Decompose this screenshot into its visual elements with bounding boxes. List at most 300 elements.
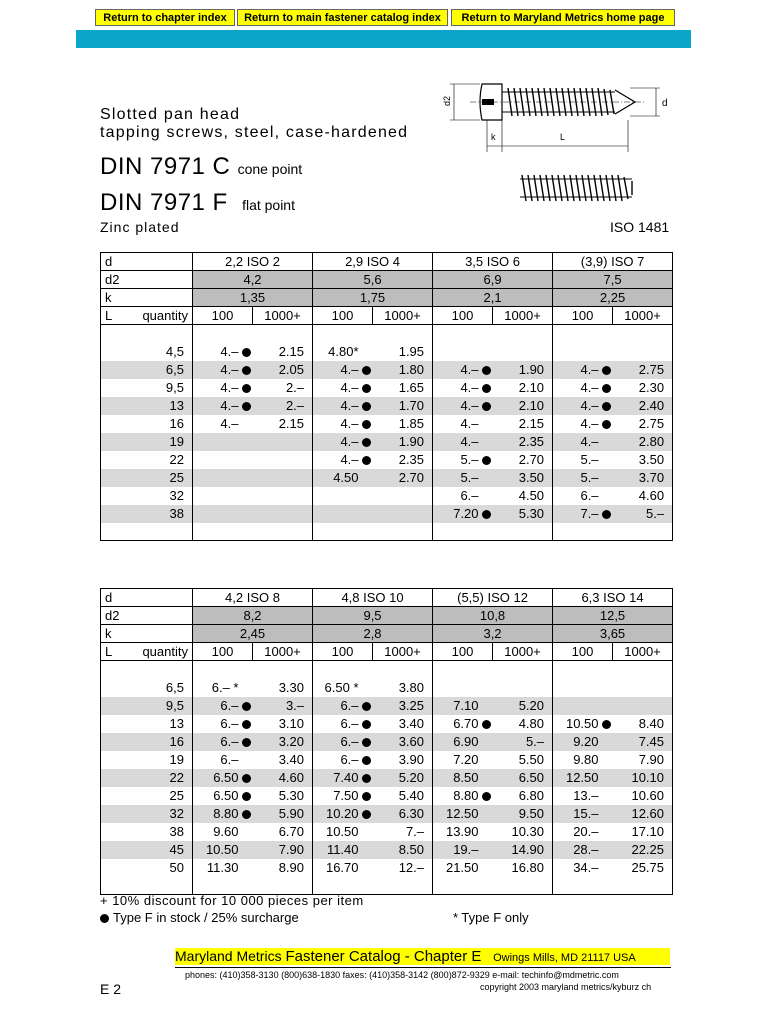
footer-copyright: copyright 2003 maryland metrics/kyburz ch <box>480 982 652 992</box>
price-1000-cell: 12.– <box>398 860 425 875</box>
price-1000-cell: 8.90 <box>278 860 305 875</box>
price-100-value: 4.– <box>220 362 239 377</box>
price-100-cell <box>193 823 253 841</box>
price-1000-cell <box>253 433 313 451</box>
price-1000-cell <box>253 505 313 523</box>
price-1000-cell: 2.– <box>285 380 305 395</box>
price-100-value: 13.90 <box>445 824 479 839</box>
price-1000-cell <box>253 487 313 505</box>
stock-dot-icon <box>242 384 251 393</box>
stock-dot-icon <box>482 720 491 729</box>
spacer-cell <box>313 325 373 343</box>
price-100-value: 4.– <box>460 434 479 449</box>
stock-dot-icon <box>242 366 251 375</box>
qty-100-cell: 100 <box>193 643 253 661</box>
qty-100-cell: 100 <box>553 643 613 661</box>
price-100-cell <box>193 505 253 523</box>
qty-1000-cell: 1000+ <box>373 307 433 325</box>
finish-label: Zinc plated <box>100 219 180 235</box>
length-cell: 6,5 <box>101 679 193 697</box>
price-100-value: 6.50 <box>213 788 239 803</box>
price-100-value: 11.40 <box>326 842 359 857</box>
footer-banner <box>175 948 670 965</box>
spacer-cell <box>101 877 193 895</box>
din-7971-c-heading <box>100 153 302 181</box>
header-label-quantity <box>101 307 193 325</box>
price-100-cell <box>433 823 493 841</box>
price-100-cell <box>313 859 373 877</box>
qty-100-cell: 100 <box>193 307 253 325</box>
price-100-value: 21.50 <box>445 860 479 875</box>
stock-dot-icon <box>362 702 371 711</box>
d2-dimension-label: d2 <box>442 95 452 106</box>
price-1000-cell: 6.50 <box>493 769 553 787</box>
price-100-cell <box>553 841 613 859</box>
price-100-cell <box>553 343 613 361</box>
table-row <box>101 487 673 505</box>
spacer-cell <box>373 325 433 343</box>
price-1000-cell: 5.20 <box>493 697 553 715</box>
k-cell: 3,65 <box>553 625 673 643</box>
table-2-body <box>101 589 673 895</box>
spacer-cell <box>101 325 193 343</box>
stock-dot-icon <box>482 366 491 375</box>
price-1000-cell: 1.80 <box>373 361 433 379</box>
return-main-catalog-link[interactable] <box>237 9 448 26</box>
price-100-cell <box>313 505 373 523</box>
price-100-value: 12.50 <box>565 770 599 785</box>
price-100-value: 4.– <box>220 344 239 359</box>
price-100-cell <box>433 469 493 487</box>
stock-dot-icon <box>362 792 371 801</box>
price-1000-cell: 3.40 <box>278 752 305 767</box>
price-100-cell <box>433 433 493 451</box>
return-chapter-index-label: Return to chapter index <box>103 12 227 24</box>
price-100-value: 4.– <box>580 362 599 377</box>
price-100-value: 4.– <box>580 380 599 395</box>
price-1000-cell: 2.– <box>253 397 313 415</box>
price-100-value: 7.20 <box>453 752 479 767</box>
stock-dot-icon <box>482 402 491 411</box>
price-100-value: 9.60 <box>213 824 239 839</box>
length-cell: 25 <box>101 787 193 805</box>
price-100-cell <box>313 787 373 805</box>
price-1000-cell: 2.15 <box>518 416 545 431</box>
spacer-cell <box>553 661 613 679</box>
d2-cell: 8,2 <box>193 607 313 625</box>
price-1000-cell: 3.30 <box>278 680 305 695</box>
price-100-cell <box>553 415 613 433</box>
table-row <box>101 415 673 433</box>
spacer-cell <box>553 325 613 343</box>
price-100-value: 4.– <box>340 434 359 449</box>
price-1000-cell: 4.60 <box>613 487 673 505</box>
din-c-sub: cone point <box>237 161 303 177</box>
price-100-value: 16.70 <box>325 860 359 875</box>
price-1000-cell: 4.50 <box>518 488 545 503</box>
qty-1000-cell: 1000+ <box>253 307 313 325</box>
page-number: E 2 <box>100 981 122 997</box>
length-cell: 19 <box>101 751 193 769</box>
price-100-value: 4.– <box>460 380 479 395</box>
header-row-d2 <box>101 271 673 289</box>
qty-100-cell: 100 <box>553 307 613 325</box>
price-100-cell <box>193 433 253 451</box>
price-100-value: 7.10 <box>453 698 479 713</box>
length-cell: 38 <box>101 823 193 841</box>
price-1000-cell: 2.15 <box>278 416 305 431</box>
price-1000-cell: 1.70 <box>373 397 433 415</box>
price-1000-cell <box>613 697 673 715</box>
spacer-cell <box>613 523 673 541</box>
price-1000-cell: 22.25 <box>613 841 673 859</box>
length-cell: 13 <box>101 397 193 415</box>
size-cell: (5,5) ISO 12 <box>433 589 553 607</box>
length-cell: 38 <box>101 505 193 523</box>
price-100-value: 6.– <box>220 716 239 731</box>
spacer-cell <box>253 325 313 343</box>
table-row <box>101 751 673 769</box>
price-1000-cell: 1.90 <box>373 433 433 451</box>
price-table-2 <box>100 588 673 895</box>
table-row <box>101 397 673 415</box>
qty-100-cell: 100 <box>433 307 493 325</box>
return-home-page-label: Return to Maryland Metrics home page <box>461 12 665 24</box>
size-cell: 4,8 ISO 10 <box>313 589 433 607</box>
size-cell: (3,9) ISO 7 <box>553 253 673 271</box>
table-row <box>101 433 673 451</box>
price-100-value: 10.50 <box>565 716 599 731</box>
price-1000-cell: 5.30 <box>278 788 305 803</box>
stock-dot-icon <box>362 756 371 765</box>
stock-dot-icon <box>362 384 371 393</box>
price-100-value: 6.– <box>220 698 239 713</box>
header-label-d2: d2 <box>101 607 193 625</box>
spacer-cell <box>193 877 253 895</box>
price-100-value: 4.– <box>340 452 359 467</box>
table-row <box>101 361 673 379</box>
spacer-cell <box>373 661 433 679</box>
spacer-cell <box>313 661 373 679</box>
stock-dot-icon <box>242 738 251 747</box>
price-100-value: 4.– <box>460 416 479 431</box>
d2-cell: 4,2 <box>193 271 313 289</box>
price-100-value: 8.80 <box>453 788 479 803</box>
stock-dot-icon <box>362 366 371 375</box>
price-100-cell <box>193 379 253 397</box>
header-row-quantity <box>101 307 673 325</box>
price-100-cell <box>193 397 253 415</box>
price-100-value: 4.50 <box>333 470 359 485</box>
price-1000-cell: 3.25 <box>373 697 433 715</box>
price-100-value: 7.20 <box>453 506 479 521</box>
price-1000-cell: 5.– <box>613 505 673 523</box>
footer-company: Maryland Metrics <box>175 948 282 964</box>
price-1000-cell: 7.45 <box>613 733 673 751</box>
k-cell: 2,45 <box>193 625 313 643</box>
price-100-cell <box>313 397 373 415</box>
spacer-cell <box>433 661 493 679</box>
spacer-cell <box>313 523 373 541</box>
type-f-only-note: * Type F only <box>453 910 529 925</box>
stock-dot-icon <box>362 420 371 429</box>
price-100-cell <box>193 469 253 487</box>
k-cell: 2,25 <box>553 289 673 307</box>
price-100-value: 6.– <box>340 752 359 767</box>
price-1000-cell: 5.– <box>493 733 553 751</box>
price-100-cell <box>313 343 373 361</box>
price-100-cell <box>313 679 373 697</box>
price-100-value: 6.– <box>580 488 599 503</box>
price-100-cell <box>193 487 253 505</box>
price-100-value: 4.– <box>340 416 359 431</box>
table-row <box>101 679 673 697</box>
price-100-cell <box>553 679 613 697</box>
d-dimension-label: d <box>662 98 668 109</box>
spacer-cell <box>433 877 493 895</box>
table-row <box>101 505 673 523</box>
spacer-cell <box>553 877 613 895</box>
price-100-value: 6.– <box>340 716 359 731</box>
price-100-value: 10.20 <box>325 806 359 821</box>
price-100-value: 13.– <box>573 788 599 803</box>
price-100-cell <box>193 733 253 751</box>
price-100-cell <box>313 487 373 505</box>
size-cell: 2,9 ISO 4 <box>313 253 433 271</box>
price-100-cell <box>433 379 493 397</box>
price-100-cell <box>433 715 493 733</box>
price-100-cell <box>553 397 613 415</box>
price-1000-cell: 3.10 <box>278 716 305 731</box>
d2-cell: 6,9 <box>433 271 553 289</box>
price-1000-cell: 2.10 <box>518 380 545 395</box>
price-100-cell <box>193 451 253 469</box>
price-1000-cell: 2.35 <box>398 452 425 467</box>
price-1000-cell: 3.50 <box>493 469 553 487</box>
k-cell: 3,2 <box>433 625 553 643</box>
price-1000-cell <box>253 451 313 469</box>
stock-dot-icon <box>242 402 251 411</box>
stock-dot-icon <box>602 384 611 393</box>
header-label-k: k <box>101 289 193 307</box>
din-c-label: DIN 7971 C <box>100 153 231 180</box>
price-100-cell <box>193 751 253 769</box>
price-100-cell <box>193 679 253 697</box>
qty-1000-cell: 1000+ <box>613 643 673 661</box>
spacer-cell <box>101 523 193 541</box>
price-100-value: 4.80* <box>328 344 359 359</box>
stock-dot-icon <box>602 420 611 429</box>
length-cell: 22 <box>101 451 193 469</box>
table-row <box>101 841 673 859</box>
spacer-cell <box>493 325 553 343</box>
price-100-cell <box>313 415 373 433</box>
k-dimension-label: k <box>491 132 496 142</box>
price-100-cell <box>193 697 253 715</box>
price-100-cell <box>553 769 613 787</box>
spacer-cell <box>193 325 253 343</box>
price-1000-cell <box>613 679 673 697</box>
k-cell: 2,1 <box>433 289 553 307</box>
spacer-cell <box>493 523 553 541</box>
price-100-value: 4.– <box>220 380 239 395</box>
price-1000-cell: 2.15 <box>278 344 305 359</box>
spacer-cell <box>433 523 493 541</box>
price-100-cell <box>313 715 373 733</box>
screw-drawing <box>430 70 675 230</box>
price-1000-cell: 25.75 <box>613 859 673 877</box>
price-100-cell <box>433 733 493 751</box>
price-100-value: 4.– <box>580 434 599 449</box>
header-row-quantity <box>101 643 673 661</box>
price-100-value: 4.– <box>580 416 599 431</box>
spacer-cell <box>253 661 313 679</box>
price-100-value: 4.– <box>340 380 359 395</box>
price-100-cell <box>433 805 493 823</box>
price-100-value: 10.50 <box>205 842 239 857</box>
price-100-cell <box>193 787 253 805</box>
price-1000-cell: 2.40 <box>613 397 673 415</box>
price-1000-cell: 5.40 <box>398 788 425 803</box>
price-100-value: 12.50 <box>445 806 479 821</box>
price-100-value: 5.– <box>580 470 599 485</box>
length-cell: 9,5 <box>101 379 193 397</box>
price-100-value: 8.80 <box>213 806 239 821</box>
header-row-k <box>101 289 673 307</box>
price-1000-cell: 10.10 <box>613 769 673 787</box>
footer-catalog: Fastener Catalog - Chapter E <box>285 948 482 965</box>
price-100-value: 6.– <box>340 734 359 749</box>
price-100-cell <box>553 787 613 805</box>
price-1000-cell: 7.– <box>405 824 425 839</box>
header-label-k: k <box>101 625 193 643</box>
price-100-cell <box>553 433 613 451</box>
stock-dot-icon <box>362 402 371 411</box>
type-f-note-text: Type F in stock / 25% surcharge <box>113 910 299 925</box>
k-cell: 1,35 <box>193 289 313 307</box>
price-1000-cell: 5.20 <box>373 769 433 787</box>
price-1000-cell: 9.50 <box>493 805 553 823</box>
table-row <box>101 697 673 715</box>
return-chapter-index-link[interactable] <box>95 9 235 26</box>
header-bar <box>76 30 691 48</box>
spacer-cell <box>101 661 193 679</box>
price-1000-cell: 2.75 <box>613 361 673 379</box>
stock-dot-icon <box>362 774 371 783</box>
stock-dot-icon <box>242 348 251 357</box>
price-100-cell <box>193 805 253 823</box>
price-100-cell <box>433 361 493 379</box>
stock-dot-icon <box>242 810 251 819</box>
length-cell: 13 <box>101 715 193 733</box>
table-row <box>101 451 673 469</box>
price-100-cell <box>433 343 493 361</box>
stock-dot-icon <box>602 720 611 729</box>
price-100-value: 5.– <box>580 452 599 467</box>
price-1000-cell <box>373 487 433 505</box>
price-100-value: 4.– <box>460 398 479 413</box>
price-100-cell <box>193 415 253 433</box>
return-home-page-link[interactable] <box>451 9 675 26</box>
spacer-cell <box>193 523 253 541</box>
d2-cell: 9,5 <box>313 607 433 625</box>
table-row <box>101 379 673 397</box>
price-100-cell <box>433 751 493 769</box>
price-100-cell <box>553 823 613 841</box>
footer-phones: phones: (410)358-3130 (800)638-1830 faxes: (410)358-3142 (800)872-9329 e-mail: techinfo@mdmetric.com <box>185 970 619 980</box>
k-cell: 1,75 <box>313 289 433 307</box>
price-100-cell <box>553 697 613 715</box>
spacer-cell <box>253 877 313 895</box>
price-100-value: 19.– <box>453 842 479 857</box>
stock-dot-icon <box>602 510 611 519</box>
price-1000-cell: 1.85 <box>398 416 425 431</box>
qty-1000-cell: 1000+ <box>493 643 553 661</box>
din-7971-f-heading <box>100 189 295 217</box>
spacer-cell <box>253 523 313 541</box>
length-cell: 4,5 <box>101 343 193 361</box>
price-100-value: 34.– <box>573 860 599 875</box>
price-1000-cell: 3.50 <box>613 451 673 469</box>
price-1000-cell: 16.80 <box>511 860 545 875</box>
spacer-cell <box>553 523 613 541</box>
price-100-value: 9.80 <box>573 752 599 767</box>
price-1000-cell: 2.10 <box>493 397 553 415</box>
price-100-value: 6.– <box>340 698 359 713</box>
quantity-label: quantity <box>142 644 188 659</box>
price-1000-cell: 6.80 <box>518 788 545 803</box>
price-100-cell <box>433 697 493 715</box>
header-row-k <box>101 625 673 643</box>
price-1000-cell: 4.80 <box>518 716 545 731</box>
qty-100-cell: 100 <box>313 643 373 661</box>
price-100-value: 4.– <box>580 398 599 413</box>
price-1000-cell: 5.90 <box>253 805 313 823</box>
price-1000-cell: 6.30 <box>373 805 433 823</box>
stock-dot-icon <box>482 510 491 519</box>
stock-dot-icon <box>482 456 491 465</box>
discount-note: + 10% discount for 10 000 pieces per item <box>100 893 364 908</box>
d2-cell: 12,5 <box>553 607 673 625</box>
length-cell: 9,5 <box>101 697 193 715</box>
price-100-value: 15.– <box>573 806 599 821</box>
price-1000-cell: 7.90 <box>613 751 673 769</box>
return-main-catalog-label: Return to main fastener catalog index <box>244 12 441 24</box>
qty-1000-cell: 1000+ <box>373 643 433 661</box>
stock-dot-icon <box>242 792 251 801</box>
price-1000-cell <box>373 505 433 523</box>
price-1000-cell <box>493 343 553 361</box>
price-100-value: 6.70 <box>453 716 479 731</box>
price-100-cell <box>313 751 373 769</box>
price-1000-cell: 1.95 <box>398 344 425 359</box>
table-row <box>101 769 673 787</box>
length-cell: 16 <box>101 733 193 751</box>
price-100-value: 6.– * <box>211 680 239 695</box>
price-100-value: 10.50 <box>325 824 359 839</box>
title-line2: tapping screws, steel, case-hardened <box>100 124 409 141</box>
spacer-row <box>101 661 673 679</box>
price-1000-cell <box>613 343 673 361</box>
price-1000-cell: 6.70 <box>278 824 305 839</box>
table-row <box>101 805 673 823</box>
price-100-cell <box>433 397 493 415</box>
d2-cell: 7,5 <box>553 271 673 289</box>
price-100-value: 4.– <box>220 398 239 413</box>
spacer-cell <box>373 523 433 541</box>
price-100-value: 11.30 <box>206 860 239 875</box>
price-100-cell <box>433 505 493 523</box>
